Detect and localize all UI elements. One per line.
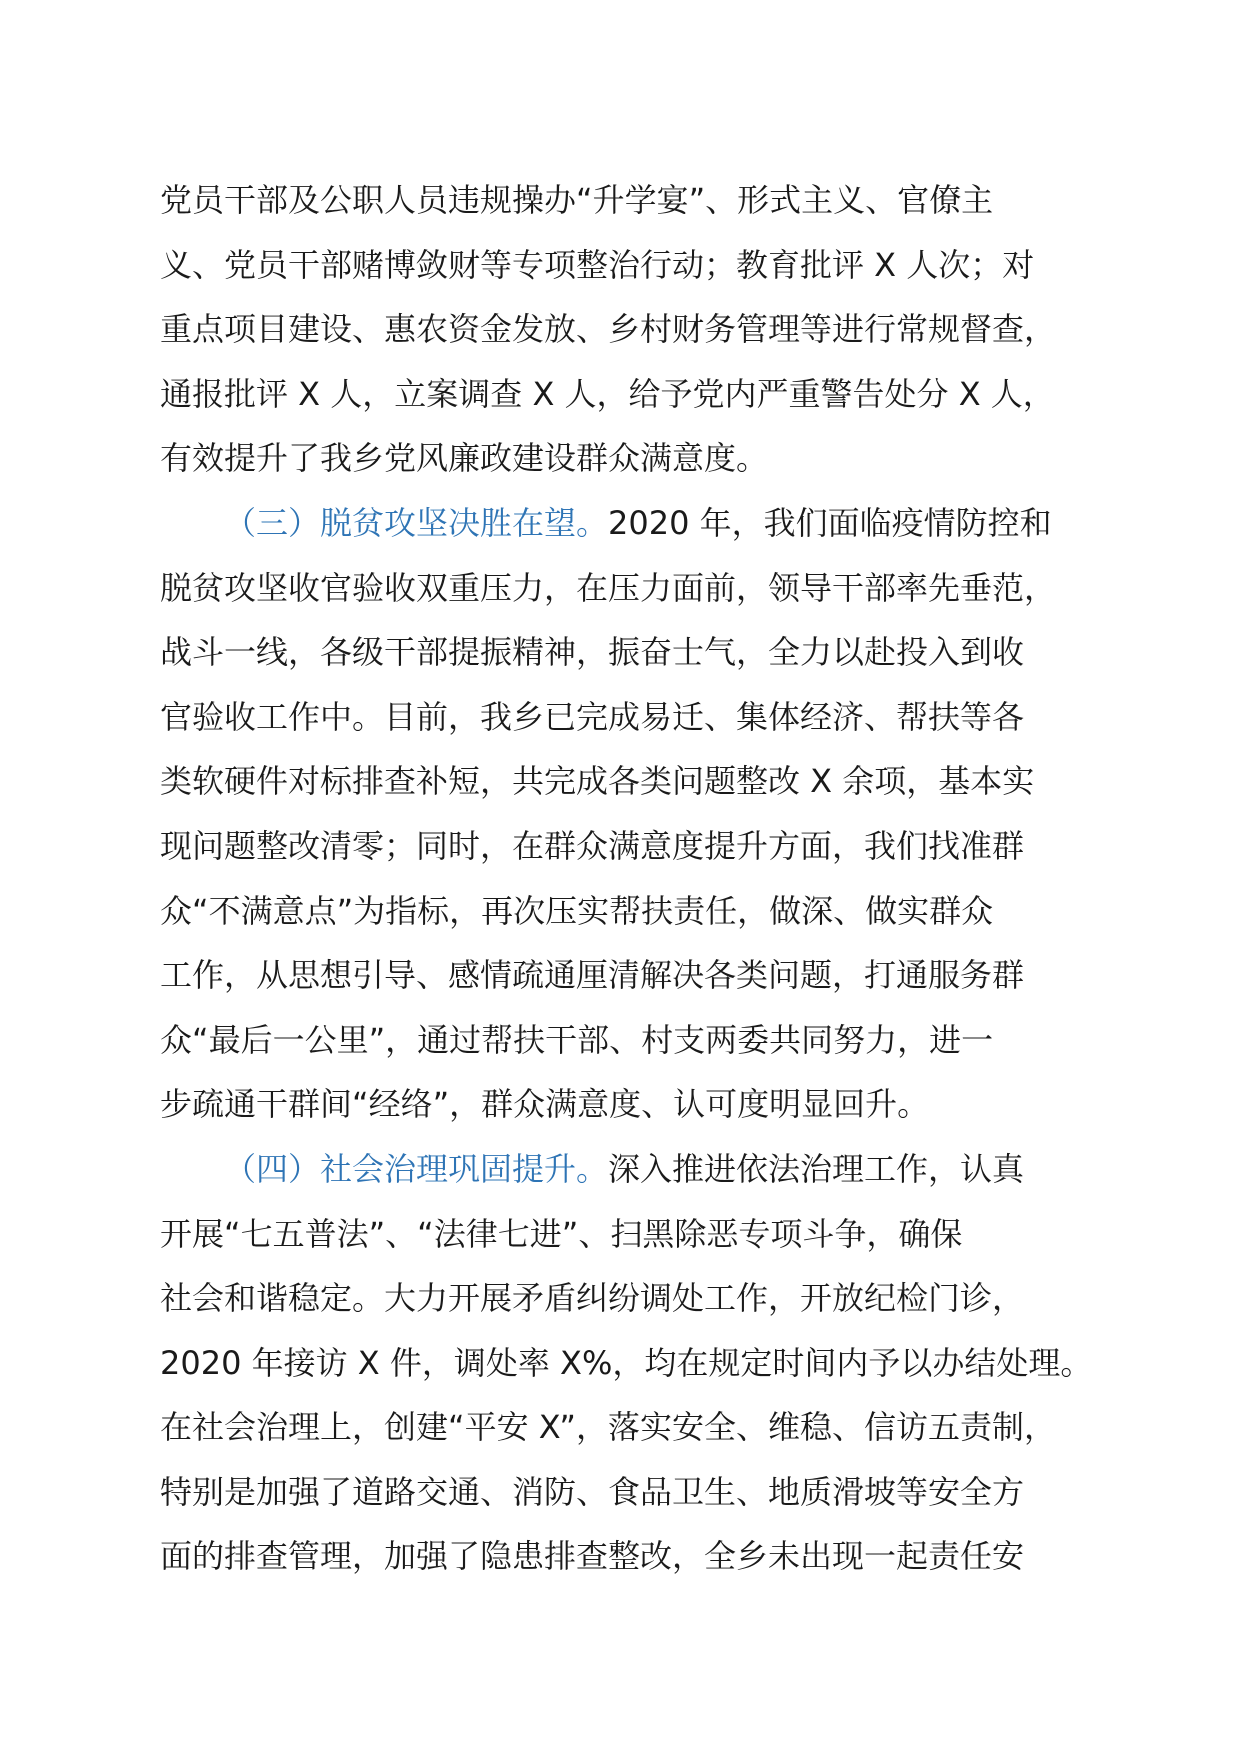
text-line: 众“不满意点”为指标，再次压实帮扶责任，做深、做实群众 bbox=[160, 891, 994, 930]
text-line: 义、党员干部赌博敛财等专项整治行动；教育批评 X 人次；对 bbox=[160, 245, 1035, 284]
section-heading-four: （四）社会治理巩固提升。 bbox=[224, 1149, 609, 1188]
text-line: 开展“七五普法”、“法律七进”、扫黑除恶专项斗争，确保 bbox=[160, 1214, 963, 1253]
text-line: 党员干部及公职人员违规操办“升学宴”、形式主义、官僚主 bbox=[160, 181, 994, 219]
text-line: 有效提升了我乡党风廉政建设群众满意度。 bbox=[160, 439, 769, 478]
paragraph-poverty-alleviation bbox=[160, 491, 1120, 1137]
text-line: 面的排查管理，加强了隐患排查整改，全乡未出现一起责任安 bbox=[160, 1537, 1025, 1576]
text-line: 官验收工作中。目前，我乡已完成易迁、集体经济、帮扶等各 bbox=[160, 697, 1025, 736]
first-line-text: 深入推进依法治理工作，认真 bbox=[608, 1149, 1025, 1188]
text-line: 战斗一线，各级干部提振精神，振奋士气，全力以赴投入到收 bbox=[160, 633, 1025, 672]
text-line: 类软硬件对标排查补短，共完成各类问题整改 X 余项，基本实 bbox=[160, 762, 1035, 801]
text-line: 特别是加强了道路交通、消防、食品卫生、地质滑坡等安全方 bbox=[160, 1472, 1025, 1511]
paragraph-social-governance bbox=[160, 1137, 1120, 1589]
text-line: 社会和谐稳定。大力开展矛盾纠纷调处工作，开放纪检门诊， bbox=[160, 1279, 1025, 1318]
text-line: 现问题整改清零；同时，在群众满意度提升方面，我们找准群 bbox=[160, 826, 1025, 865]
text-line: 众“最后一公里”，通过帮扶干部、村支两委共同努力，进一 bbox=[160, 1020, 994, 1059]
text-line: 步疏通干群间“经络”，群众满意度、认可度明显回升。 bbox=[160, 1085, 930, 1124]
section-heading-three: （三）脱贫攻坚决胜在望。 bbox=[224, 503, 609, 542]
text-line: 通报批评 X 人，立案调查 X 人，给予党内严重警告处分 X 人， bbox=[160, 374, 1055, 413]
document-body bbox=[160, 168, 1120, 1589]
paragraph-discipline-rectification bbox=[160, 168, 1120, 491]
text-line: 重点项目建设、惠农资金发放、乡村财务管理等进行常规督查， bbox=[160, 310, 1057, 349]
text-line: 在社会治理上，创建“平安 X”，落实安全、维稳、信访五责制， bbox=[160, 1408, 1056, 1447]
first-line-text: 2020 年，我们面临疫情防控和 bbox=[608, 503, 1052, 542]
text-line: 脱贫攻坚收官验收双重压力，在压力面前，领导干部率先垂范， bbox=[160, 568, 1057, 607]
paragraph-first-line bbox=[160, 491, 1120, 556]
paragraph-first-line bbox=[160, 1137, 1120, 1202]
text-line: 2020 年接访 X 件，调处率 X%，均在规定时间内予以办结处理。 bbox=[160, 1343, 1093, 1382]
text-line: 工作，从思想引导、感情疏通厘清解决各类问题，打通服务群 bbox=[160, 956, 1025, 995]
